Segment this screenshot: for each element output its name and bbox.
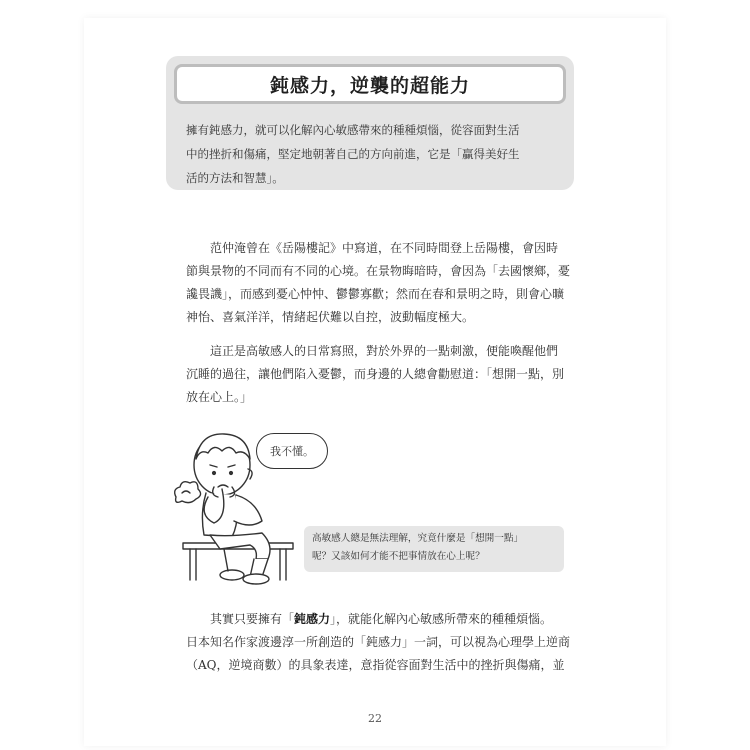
- left-eye: [213, 472, 216, 475]
- section-summary: [186, 118, 556, 190]
- shin: [224, 549, 228, 571]
- paragraph-line: 讒畏譏」，而感到憂心忡忡、鬱鬱寡歡；然而在春和景明之時，則會心曠: [186, 287, 565, 301]
- caption-line: 呢？又該如何才能不把事情放在心上呢？: [312, 551, 485, 562]
- sigh-puff: [175, 482, 201, 503]
- speech-bubble: 我不懂。: [256, 433, 328, 469]
- paragraph-line: 范仲淹曾在《岳陽樓記》中寫道，在不同時間登上岳陽樓，會因時: [210, 241, 559, 255]
- section-header-box: [166, 56, 574, 190]
- shoe: [220, 570, 244, 580]
- paragraph-line: 日本知名作家渡邊淳一所創造的「鈍感力」一詞，可以視為心理學上逆商: [186, 635, 571, 649]
- paragraph-3: [186, 608, 584, 677]
- summary-line: 活的方法和智慧」。: [186, 171, 284, 185]
- page-number: 22: [368, 712, 382, 725]
- paragraph-2: [186, 340, 584, 409]
- text-segment: 」，就能化解內心敏感所帶來的種種煩惱。: [330, 612, 553, 626]
- paragraph-line: （AQ，逆境商數）的具象表達，意指從容面對生活中的挫折與傷痛，並: [186, 658, 565, 672]
- section-title: 鈍感力，逆襲的超能力: [269, 74, 470, 97]
- right-arm: [234, 495, 262, 525]
- paragraph-line: 放在心上。」: [186, 390, 253, 404]
- paragraph-line: [186, 608, 584, 631]
- paragraph-line: 節與景物的不同而有不同的心境。在景物晦暗時，會因為「去國懷鄉，憂: [186, 264, 571, 278]
- shoe: [243, 574, 269, 584]
- paragraph-line: 神怡、喜氣洋洋，情緒起伏難以自控，波動幅度極大。: [186, 310, 475, 324]
- text-segment: 其實只要擁有「: [210, 612, 295, 626]
- key-term: 鈍感力: [294, 612, 331, 626]
- paragraph-line: 這正是高敏感人的日常寫照，對於外界的一點刺激，便能喚醒他們: [210, 344, 559, 358]
- legs: [210, 533, 270, 559]
- section-title-bar: [174, 64, 566, 104]
- illustration-caption: [304, 526, 564, 572]
- caption-line: 高敏感人總是無法理解，究竟什麼是「想開一點」: [312, 533, 524, 544]
- summary-line: 中的挫折和傷痛，堅定地朝著自己的方向前進，它是「贏得美好生: [186, 147, 520, 161]
- summary-line: 擁有鈍感力，就可以化解內心敏感帶來的種種煩惱，從容面對生活: [186, 123, 520, 137]
- paragraph-1: [186, 237, 584, 329]
- right-eye: [230, 472, 233, 475]
- paragraph-line: 沉睡的過往，讓他們陷入憂鬱，而身邊的人總會勸慰道：「想開一點，別: [186, 367, 565, 381]
